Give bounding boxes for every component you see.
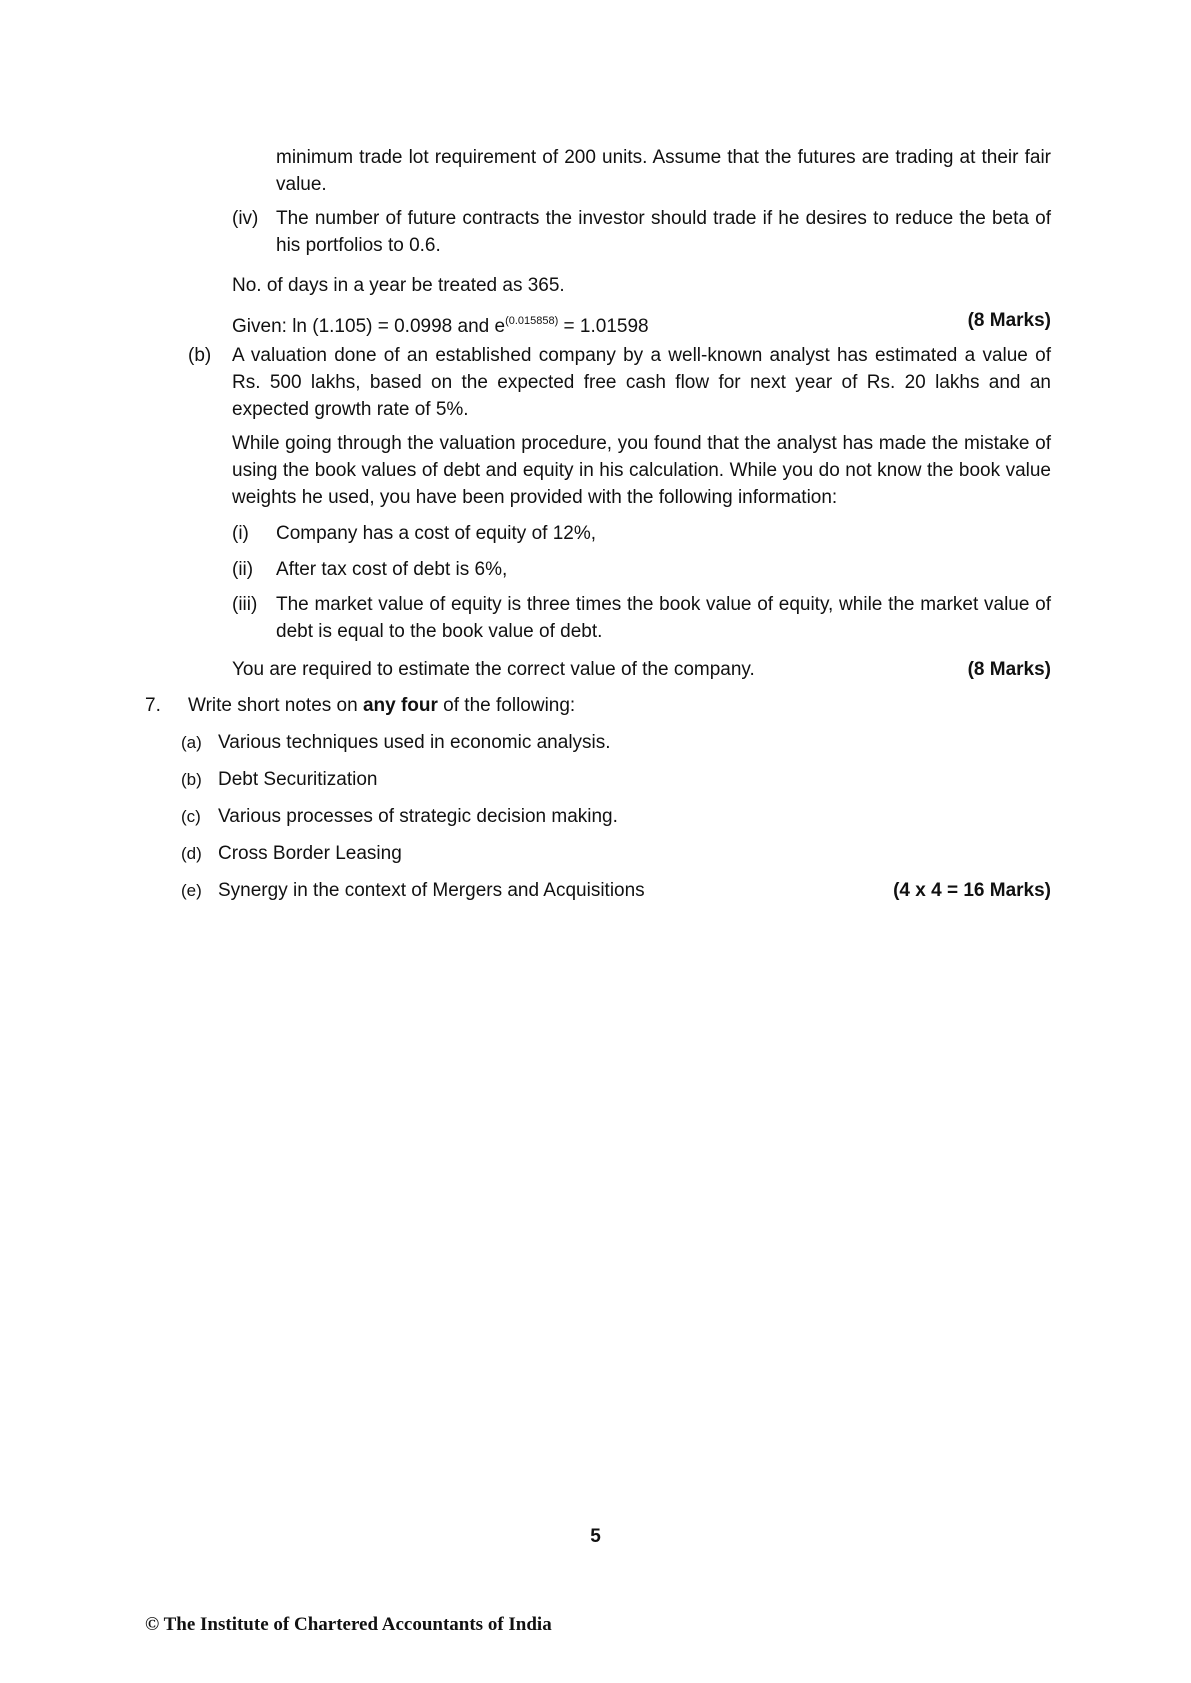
given-suffix: = 1.01598 [558, 316, 649, 337]
q7-item-label: (d) [181, 844, 202, 863]
q6b-item-text: Company has a cost of equity of 12%, [276, 523, 597, 544]
q6a-continuation-text: minimum trade lot requirement of 200 units. Assume that the futures are trading at their fair value. [276, 147, 1051, 195]
q6a-marks: (8 Marks) [967, 310, 1051, 331]
q7-number: 7. [145, 695, 161, 716]
q6a-iv-text: The number of future contracts the investor should trade if he desires to reduce the beta of his portfolios to 0.6. [276, 208, 1051, 256]
q6b-marks: (8 Marks) [967, 659, 1051, 680]
q6b-item-label: (i) [232, 523, 249, 544]
q7-item-text: Various processes of strategic decision making. [218, 806, 618, 827]
q7-item-label: (c) [181, 807, 201, 826]
q6b-para1: A valuation done of an established company by a well-known analyst has estimated a value of Rs. 500 lakhs, based on the expected free cash flow for next year of Rs. 20 lakhs and an expected growth rate of 5%. [232, 345, 1051, 420]
q7-item-text: Various techniques used in economic analysis. [218, 732, 611, 753]
q6b-item-text: The market value of equity is three times the book value of equity, while the market value of debt is equal to the book value of debt. [276, 594, 1051, 642]
q7-item-text: Debt Securitization [218, 769, 378, 790]
q6b-required: You are required to estimate the correct value of the company. [232, 659, 755, 680]
q6b-item-text: After tax cost of debt is 6%, [276, 559, 508, 580]
days-note: No. of days in a year be treated as 365. [232, 275, 565, 296]
q7-intro [188, 694, 575, 718]
q6b-item-label: (ii) [232, 559, 254, 580]
page-number: 5 [590, 1526, 601, 1547]
q7-item-text: Cross Border Leasing [218, 843, 402, 864]
q7-item-label: (b) [181, 770, 202, 789]
q7-item-text: Synergy in the context of Mergers and Acquisitions [218, 880, 645, 901]
q7-intro-before: Write short notes on [188, 695, 363, 716]
q6b-para2: While going through the valuation procedure, you found that the analyst has made the mistake of using the book values of debt and equity in his calculation. While you do not know the book value weights he used, you have been provided with the following information: [232, 433, 1051, 508]
footer-copyright: © The Institute of Chartered Accountants of India [145, 1614, 552, 1635]
q6b-label: (b) [188, 345, 212, 366]
given-exponent: (0.015858) [505, 315, 559, 327]
given-formula [232, 309, 649, 339]
q6b-item-label: (iii) [232, 594, 258, 615]
q7-marks: (4 x 4 = 16 Marks) [893, 880, 1051, 901]
q7-intro-bold: any four [362, 695, 438, 716]
q6a-iv-label: (iv) [232, 208, 259, 229]
q7-item-label: (a) [181, 733, 202, 752]
q7-item-label: (e) [181, 881, 202, 900]
given-prefix: Given: ln (1.105) = 0.0998 and e [232, 316, 506, 337]
q7-intro-after: of the following: [437, 695, 576, 716]
